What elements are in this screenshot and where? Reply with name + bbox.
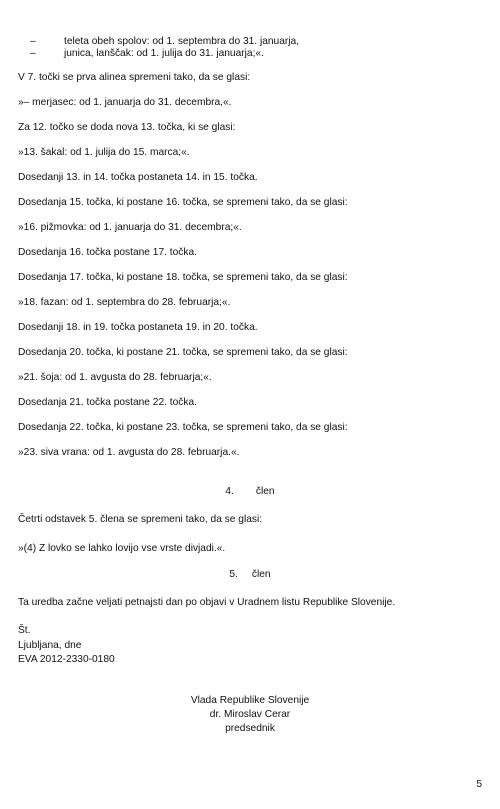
article-heading-4 bbox=[0, 486, 500, 498]
bullet-dash: – bbox=[30, 36, 36, 47]
article-word: člen bbox=[251, 569, 271, 580]
page-number: 5 bbox=[476, 779, 482, 790]
bullet-text: teleta obeh spolov: od 1. septembra do 31. januarja, bbox=[64, 36, 300, 47]
signature-name: dr. Miroslav Cerar bbox=[209, 709, 291, 720]
bullet-dash: – bbox=[30, 48, 36, 59]
signature-title: predsednik bbox=[225, 723, 275, 734]
place-date: Ljubljana, dne bbox=[18, 640, 82, 651]
paragraph: »– merjasec: od 1. januarja do 31. decembra,«. bbox=[18, 97, 232, 108]
closing-paragraph: Ta uredba začne veljati petnajsti dan po objavi v Uradnem listu Republike Slovenije. bbox=[18, 597, 396, 608]
paragraph: Dosedanja 20. točka, ki postane 21. točka, se spremeni tako, da se glasi: bbox=[18, 347, 348, 358]
paragraph: »(4) Z lovko se lahko lovijo vse vrste divjadi.«. bbox=[18, 543, 226, 554]
paragraph: Dosedanji 13. in 14. točka postaneta 14. in 15. točka. bbox=[18, 172, 258, 183]
paragraph: Dosedanja 22. točka, ki postane 23. točka, se spremeni tako, da se glasi: bbox=[18, 422, 348, 433]
paragraph: »18. fazan: od 1. septembra do 28. februarja;«. bbox=[18, 297, 231, 308]
paragraph: Dosedanja 16. točka postane 17. točka. bbox=[18, 247, 197, 258]
document-number: Št. bbox=[18, 625, 31, 636]
paragraph: Za 12. točko se doda nova 13. točka, ki se glasi: bbox=[18, 122, 236, 133]
paragraph: Četrti odstavek 5. člena se spremeni tako, da se glasi: bbox=[18, 514, 263, 525]
paragraph: V 7. točki se prva alinea spremeni tako, da se glasi: bbox=[18, 72, 251, 83]
paragraph: »23. siva vrana: od 1. avgusta do 28. februarja.«. bbox=[18, 447, 240, 458]
paragraph: »21. šoja: od 1. avgusta do 28. februarja;«. bbox=[18, 372, 212, 383]
paragraph: Dosedanja 15. točka, ki postane 16. točka, se spremeni tako, da se glasi: bbox=[18, 197, 348, 208]
paragraph: Dosedanji 18. in 19. točka postaneta 19. in 20. točka. bbox=[18, 322, 258, 333]
signature-government: Vlada Republike Slovenije bbox=[190, 695, 310, 706]
article-heading-5 bbox=[0, 569, 500, 581]
paragraph: Dosedanja 17. točka, ki postane 18. točka, se spremeni tako, da se glasi: bbox=[18, 272, 348, 283]
article-number: 4. bbox=[225, 486, 234, 497]
article-number: 5. bbox=[229, 569, 238, 580]
paragraph: »13. šakal: od 1. julija do 15. marca;«. bbox=[18, 147, 190, 158]
paragraph: Dosedanja 21. točka postane 22. točka. bbox=[18, 397, 197, 408]
bullet-text: junica, lanščak: od 1. julija do 31. januarja;«. bbox=[64, 48, 264, 59]
eva-number: EVA 2012-2330-0180 bbox=[18, 654, 115, 665]
paragraph: »16. pižmovka: od 1. januarja do 31. decembra;«. bbox=[18, 222, 242, 233]
article-word: člen bbox=[255, 486, 275, 497]
